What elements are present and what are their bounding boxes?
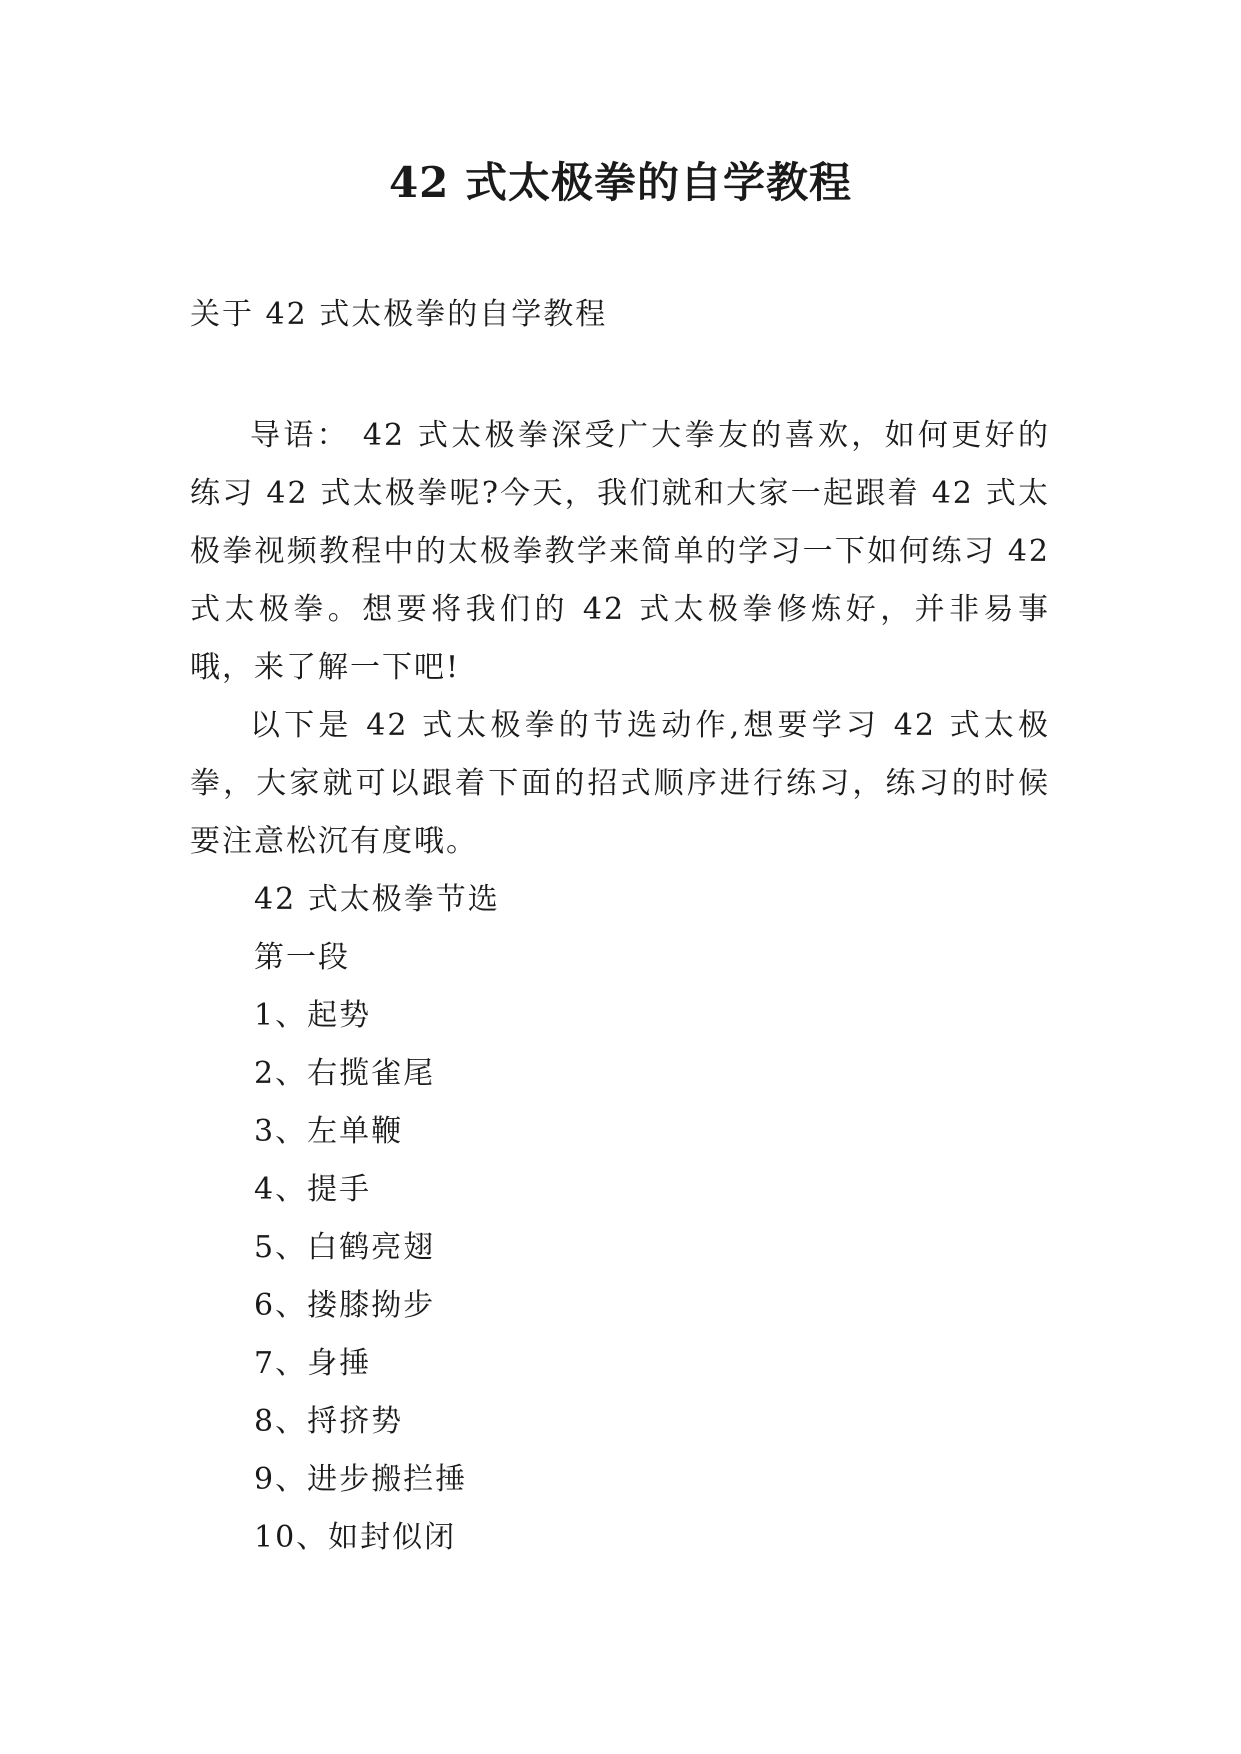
list-item: 3、左单鞭 <box>254 1114 404 1149</box>
list-item: 9、进步搬拦捶 <box>254 1462 468 1497</box>
list-item: 6、搂膝拗步 <box>254 1288 436 1323</box>
instruction-paragraph: 以下是 42 式太极拳的节选动作,想要学习 42 式太极拳，大家就可以跟着下面的招式顺序进行练习，练习的时候要注意松沉有度哦。 <box>190 708 1050 859</box>
document-body <box>190 407 1050 1567</box>
list-item: 8、捋挤势 <box>254 1404 404 1439</box>
list-item: 4、提手 <box>254 1172 372 1207</box>
segment-label: 第一段 <box>254 940 350 975</box>
document-subtitle: 关于 42 式太极拳的自学教程 <box>190 297 608 332</box>
list-item: 1、起势 <box>254 998 372 1033</box>
list-item: 2、右揽雀尾 <box>254 1056 436 1091</box>
list-item: 5、白鹤亮翅 <box>254 1230 436 1265</box>
intro-paragraph: 导语： 42 式太极拳深受广大拳友的喜欢，如何更好的练习 42 式太极拳呢?今天，我们就和大家一起跟着 42 式太极拳视频教程中的太极拳教学来简单的学习一下如何练习 42 式太极拳。想要将我们的 42 式太极拳修炼好，并非易事哦，来了解一下吧! <box>190 418 1050 685</box>
section-heading: 42 式太极拳节选 <box>254 882 500 917</box>
list-item: 7、身捶 <box>254 1346 372 1381</box>
document-title: 42 式太极拳的自学教程 <box>388 158 853 207</box>
list-item: 10、如封似闭 <box>254 1520 457 1555</box>
moves-list <box>190 987 1050 1567</box>
